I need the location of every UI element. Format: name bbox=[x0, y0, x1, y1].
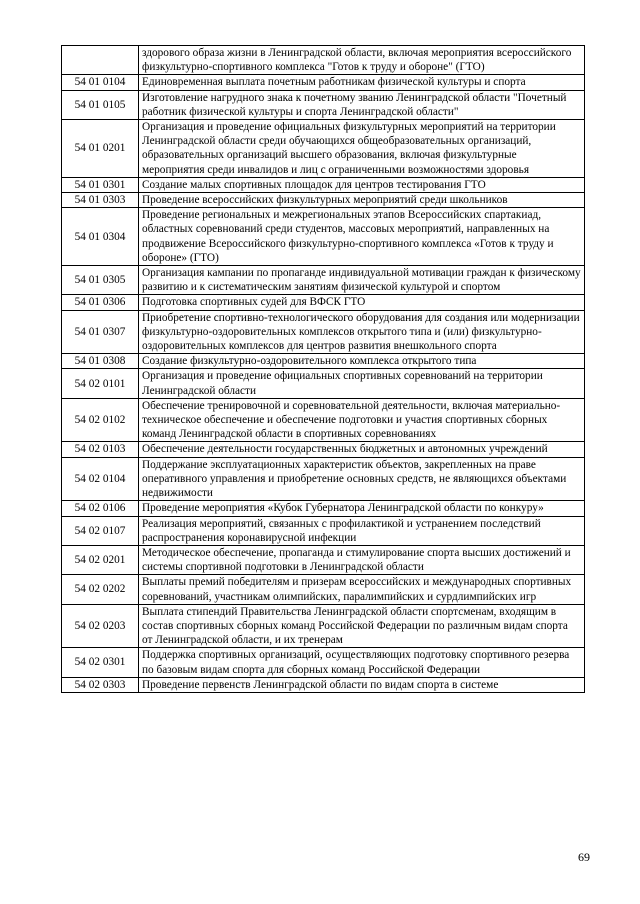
row-code: 54 02 0201 bbox=[62, 545, 139, 574]
table-row bbox=[62, 193, 585, 208]
table-row bbox=[62, 516, 585, 545]
row-code: 54 01 0306 bbox=[62, 295, 139, 310]
row-description: здорового образа жизни в Ленинградской области, включая мероприятия всероссийского физкультурно-спортивного комплекса "Готов к труду и обороне" (ГТО) bbox=[139, 46, 585, 75]
table-row bbox=[62, 677, 585, 692]
row-description: Организация кампании по пропаганде индивидуальной мотивации граждан к физическому развитию и к систематическим занятиям физической культурой и спортом bbox=[139, 266, 585, 295]
row-description: Единовременная выплата почетным работникам физической культуры и спорта bbox=[139, 75, 585, 90]
row-description: Реализация мероприятий, связанных с профилактикой и устранением последствий распространения коронавирусной инфекции bbox=[139, 516, 585, 545]
row-description: Обеспечение деятельности государственных бюджетных и автономных учреждений bbox=[139, 442, 585, 457]
row-code: 54 02 0103 bbox=[62, 442, 139, 457]
row-code: 54 02 0104 bbox=[62, 457, 139, 501]
table-row bbox=[62, 310, 585, 354]
row-description: Подготовка спортивных судей для ВФСК ГТО bbox=[139, 295, 585, 310]
table-row bbox=[62, 369, 585, 398]
row-code: 54 01 0104 bbox=[62, 75, 139, 90]
row-code: 54 02 0303 bbox=[62, 677, 139, 692]
table-row bbox=[62, 457, 585, 501]
row-code: 54 02 0202 bbox=[62, 575, 139, 604]
row-description: Методическое обеспечение, пропаганда и стимулирование спорта высших достижений и системы спортивной подготовки в Ленинградской области bbox=[139, 545, 585, 574]
row-code bbox=[62, 46, 139, 75]
row-code: 54 01 0307 bbox=[62, 310, 139, 354]
row-code: 54 01 0303 bbox=[62, 193, 139, 208]
table-row bbox=[62, 604, 585, 648]
row-description: Организация и проведение официальных физкультурных мероприятий на территории Ленинградской области среди обучающихся общеобразовательных организаций, образовательных организаций высшего образования, включая физкультурные мероприятия среди инвалидов и лиц с ограниченными возможностями здоровья bbox=[139, 120, 585, 178]
table-row bbox=[62, 575, 585, 604]
row-code: 54 02 0203 bbox=[62, 604, 139, 648]
row-code: 54 02 0101 bbox=[62, 369, 139, 398]
row-description: Проведение региональных и межрегиональных этапов Всероссийских спартакиад, областных соревнований среди студентов, массовых мероприятий, направленных на продвижение Всероссийского физкультурно-спортивного комплекса «Готов к труду и обороне» (ГТО) bbox=[139, 208, 585, 266]
table-row bbox=[62, 90, 585, 119]
table-row bbox=[62, 120, 585, 178]
row-code: 54 01 0301 bbox=[62, 177, 139, 192]
table-row bbox=[62, 398, 585, 442]
table-row bbox=[62, 545, 585, 574]
row-description: Обеспечение тренировочной и соревновательной деятельности, включая материально-техническое обеспечение и обеспечение подготовки и участия спортивных сборных команд Ленинградской области в спортивных соревнованиях bbox=[139, 398, 585, 442]
row-description: Приобретение спортивно-технологического оборудования для создания или модернизации физкультурно-оздоровительных комплексов открытого типа и (или) физкультурно-оздоровительных комплексов для центров развития внешкольного спорта bbox=[139, 310, 585, 354]
row-description: Проведение мероприятия «Кубок Губернатора Ленинградской области по конкуру» bbox=[139, 501, 585, 516]
row-description: Проведение первенств Ленинградской области по видам спорта в системе bbox=[139, 677, 585, 692]
row-description: Организация и проведение официальных спортивных соревнований на территории Ленинградской области bbox=[139, 369, 585, 398]
table-row bbox=[62, 501, 585, 516]
row-description: Создание физкультурно-оздоровительного комплекса открытого типа bbox=[139, 354, 585, 369]
row-description: Выплата стипендий Правительства Ленинградской области спортсменам, входящим в состав спортивных сборных команд Российской Федерации по различным видам спорта от Ленинградской области, и их тренерам bbox=[139, 604, 585, 648]
table-row bbox=[62, 354, 585, 369]
table-row bbox=[62, 46, 585, 75]
table-row bbox=[62, 177, 585, 192]
table-row bbox=[62, 442, 585, 457]
row-code: 54 02 0301 bbox=[62, 648, 139, 677]
row-code: 54 01 0201 bbox=[62, 120, 139, 178]
row-code: 54 01 0308 bbox=[62, 354, 139, 369]
table-row bbox=[62, 648, 585, 677]
row-code: 54 02 0106 bbox=[62, 501, 139, 516]
table-row bbox=[62, 208, 585, 266]
row-code: 54 01 0305 bbox=[62, 266, 139, 295]
row-code: 54 01 0304 bbox=[62, 208, 139, 266]
table-row bbox=[62, 295, 585, 310]
row-code: 54 01 0105 bbox=[62, 90, 139, 119]
table-row bbox=[62, 75, 585, 90]
row-description: Создание малых спортивных площадок для центров тестирования ГТО bbox=[139, 177, 585, 192]
row-description: Выплаты премий победителям и призерам всероссийских и международных спортивных соревнований, участникам олимпийских, паралимпийских и сурдлимпийских игр bbox=[139, 575, 585, 604]
table-body bbox=[62, 46, 585, 693]
row-description: Изготовление нагрудного знака к почетному званию Ленинградской области "Почетный работник физической культуры и спорта Ленинградской области" bbox=[139, 90, 585, 119]
row-description: Проведение всероссийских физкультурных мероприятий среди школьников bbox=[139, 193, 585, 208]
row-code: 54 02 0107 bbox=[62, 516, 139, 545]
table-row bbox=[62, 266, 585, 295]
row-code: 54 02 0102 bbox=[62, 398, 139, 442]
page-number: 69 bbox=[578, 850, 590, 864]
budget-code-table bbox=[61, 45, 585, 693]
row-description: Поддержка спортивных организаций, осуществляющих подготовку спортивного резерва по базовым видам спорта для сборных команд Российской Федерации bbox=[139, 648, 585, 677]
row-description: Поддержание эксплуатационных характеристик объектов, закрепленных на праве оперативного управления и приобретение основных средств, не являющихся объектами недвижимости bbox=[139, 457, 585, 501]
